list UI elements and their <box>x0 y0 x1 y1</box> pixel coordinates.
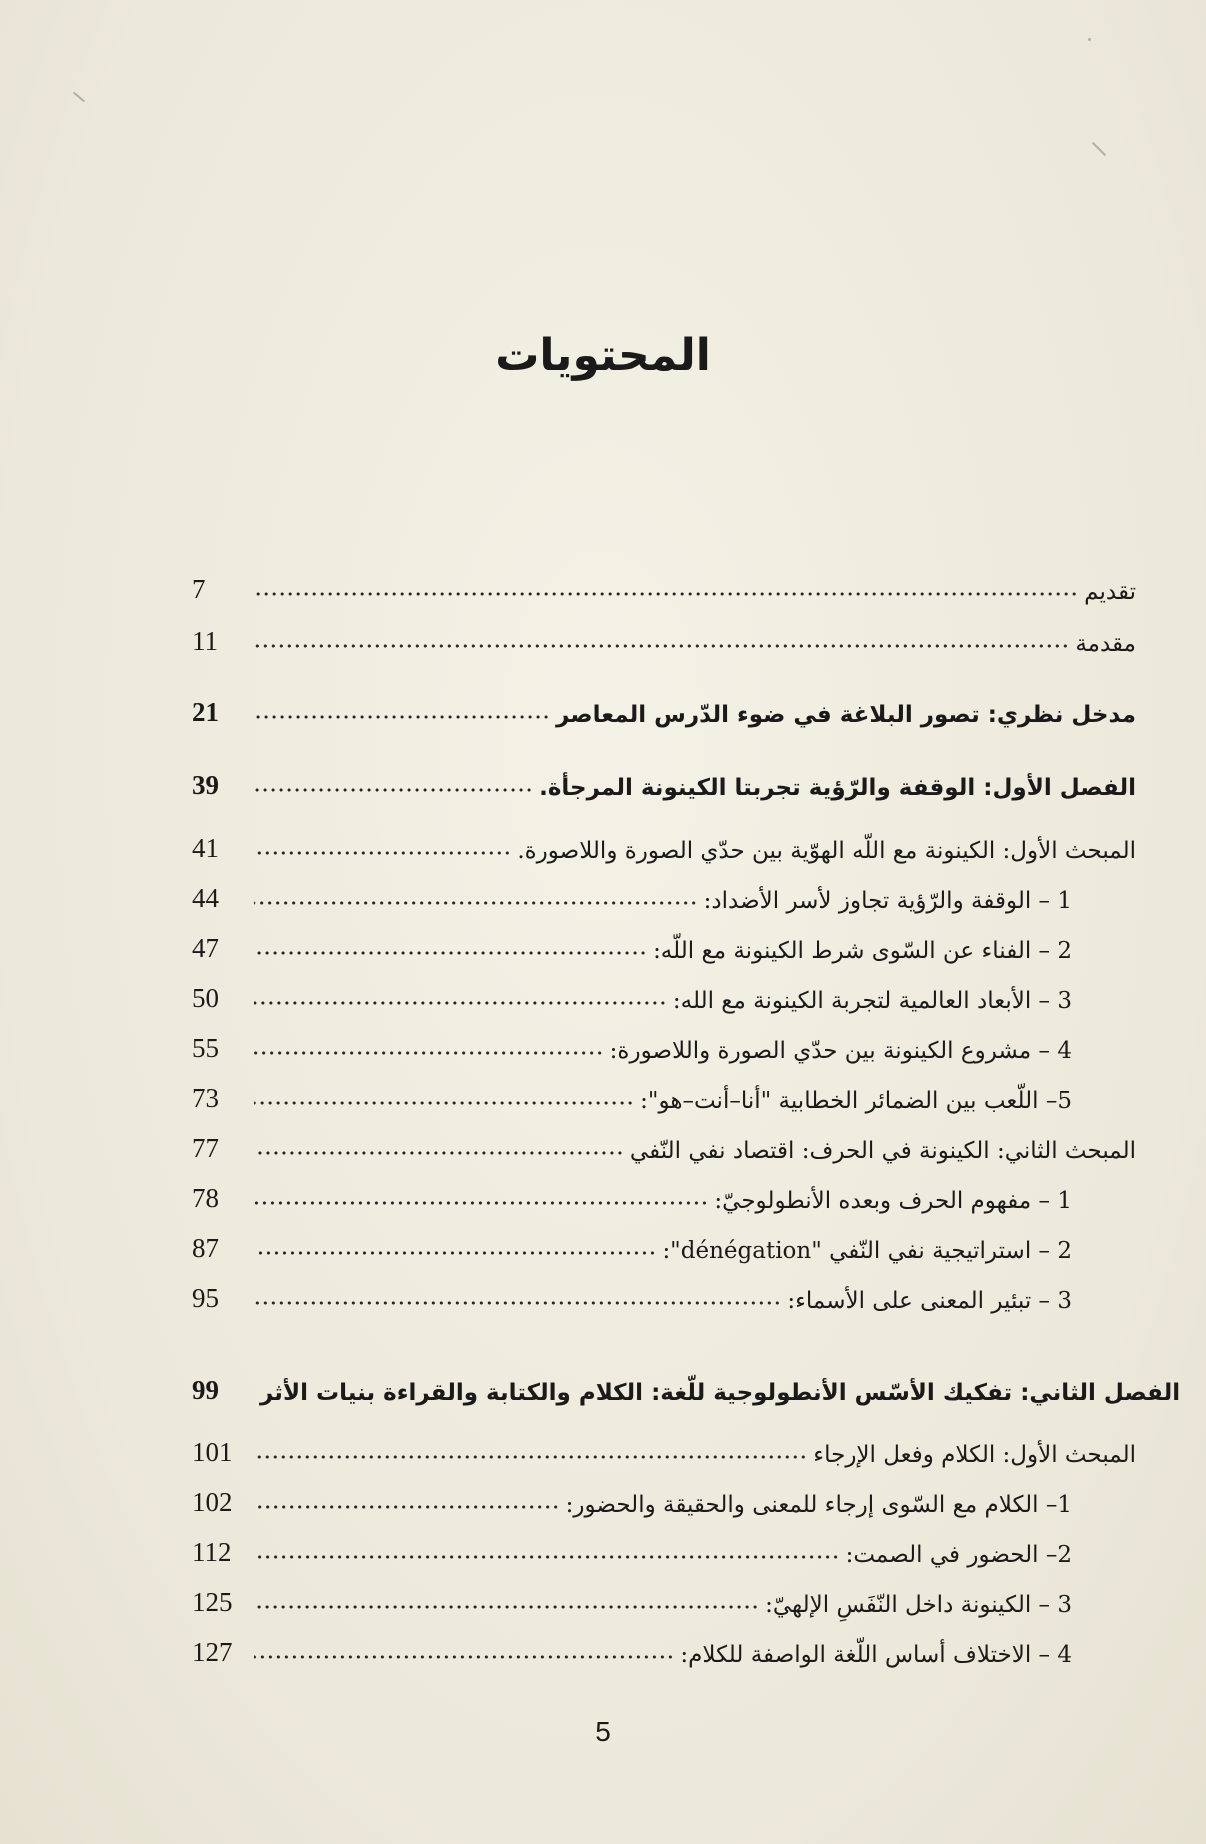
toc-page-number: 7 <box>192 574 206 604</box>
leader-dots <box>254 1151 624 1155</box>
toc-page-number: 102 <box>192 1487 233 1517</box>
leader-dots <box>254 1001 667 1005</box>
leader-dots <box>254 1505 560 1509</box>
toc-entry <box>192 1124 1136 1164</box>
toc-page-number: 50 <box>192 983 219 1013</box>
toc-entry-label: مقدمة <box>1075 631 1136 657</box>
leader-dots <box>254 1555 840 1559</box>
toc-entry-label: 3 – الكينونة داخل النّفَسِ الإلهيّ: <box>765 1592 1072 1618</box>
leader-dots <box>254 1201 708 1205</box>
toc-entry-label: 2 – الفناء عن السّوى شرط الكينونة مع اللّه: <box>653 938 1072 964</box>
toc-entry-label: 1 – مفهوم الحرف وبعده الأنطولوجيّ: <box>714 1188 1072 1214</box>
toc-entry-label: 4 – الاختلاف أساس اللّغة الواصفة للكلام: <box>680 1642 1072 1668</box>
toc-page-number: 73 <box>192 1083 219 1113</box>
toc-page-number: 127 <box>192 1637 233 1667</box>
toc-entry-label: تقديم <box>1084 579 1136 605</box>
toc-entry-label: المبحث الأول: الكلام وفعل الإرجاء <box>813 1442 1136 1468</box>
toc-page-number: 47 <box>192 933 219 963</box>
page-number: 5 <box>595 1716 611 1747</box>
toc-entry <box>192 1478 1136 1518</box>
toc-entry <box>192 1578 1136 1618</box>
leader-dots <box>254 788 533 792</box>
toc-page-number: 78 <box>192 1183 219 1213</box>
toc-entry-label: 4 – مشروع الكينونة بين حدّي الصورة واللاصورة: <box>609 1038 1072 1064</box>
toc-entry <box>192 565 1136 605</box>
toc-page-number: 41 <box>192 833 219 863</box>
leader-dots <box>254 851 511 855</box>
leader-dots <box>254 1605 759 1609</box>
leader-dots <box>254 1051 604 1055</box>
toc-entry-label: 2 – استراتيجية نفي النّفي "dénégation": <box>662 1238 1072 1264</box>
leader-dots <box>254 1301 781 1305</box>
toc-entry-label: الفصل الأول: الوقفة والرّؤية تجربتا الكينونة المرجأة. <box>539 775 1136 801</box>
toc-page-number: 21 <box>192 697 219 727</box>
toc-page-number: 95 <box>192 1283 219 1313</box>
leader-dots <box>254 644 1069 648</box>
toc-entry-label: 2– الحضور في الصمت: <box>845 1542 1072 1568</box>
toc-entry-label: المبحث الأول: الكينونة مع اللّه الهوّية بين حدّي الصورة واللاصورة. <box>517 838 1136 864</box>
toc-page-number: 11 <box>192 626 218 656</box>
toc-entry <box>192 924 1136 964</box>
leader-dots <box>254 715 550 719</box>
toc-entry <box>192 1174 1136 1214</box>
toc-entry <box>192 1428 1136 1468</box>
toc-entry <box>192 1024 1136 1064</box>
toc-entry-label: 1– الكلام مع السّوى إرجاء للمعنى والحقيقة والحضور: <box>565 1492 1072 1518</box>
leader-dots <box>254 901 698 905</box>
toc-entry <box>192 1074 1136 1114</box>
toc-page-number: 101 <box>192 1437 233 1467</box>
toc-entry-label: 5– اللّعب بين الضمائر الخطابية "أنا–أنت–هو": <box>640 1088 1072 1114</box>
toc-entry <box>192 617 1136 657</box>
toc-entry-label: الفصل الثاني: تفكيك الأسّس الأنطولوجية للّغة: الكلام والكتابة والقراءة بنيات الأثر <box>260 1380 1181 1406</box>
toc-entry <box>192 824 1136 864</box>
toc-entry-label: المبحث الثاني: الكينونة في الحرف: اقتصاد نفي النّفي <box>629 1138 1136 1164</box>
leader-dots <box>254 951 647 955</box>
toc-page-number: 55 <box>192 1033 219 1063</box>
toc-entry <box>192 1224 1136 1264</box>
leader-dots <box>254 1655 674 1659</box>
leader-dots <box>254 1101 634 1105</box>
toc-entry <box>192 974 1136 1014</box>
leader-dots <box>254 1455 807 1459</box>
toc-page-number: 87 <box>192 1233 219 1263</box>
toc-entry-label: 3 – تبئير المعنى على الأسماء: <box>787 1288 1072 1314</box>
toc-entry <box>192 1366 1181 1406</box>
toc-entry <box>192 761 1136 801</box>
toc-entry <box>192 1528 1136 1568</box>
toc-entry <box>192 1628 1136 1668</box>
page-title: المحتويات <box>495 330 711 381</box>
toc-entry-label: 1 – الوقفة والرّؤية تجاوز لأسر الأضداد: <box>703 888 1072 914</box>
toc-page-number: 112 <box>192 1537 232 1567</box>
toc-page-number: 39 <box>192 770 219 800</box>
toc-entry-label: مدخل نظري: تصور البلاغة في ضوء الدّرس المعاصر <box>556 702 1136 728</box>
toc-page-number: 99 <box>192 1375 219 1405</box>
leader-dots <box>254 592 1078 596</box>
toc-page-number: 77 <box>192 1133 219 1163</box>
toc-page-number: 44 <box>192 883 219 913</box>
leader-dots <box>254 1251 656 1255</box>
toc-page-number: 125 <box>192 1587 233 1617</box>
toc-entry <box>192 874 1136 914</box>
toc-entry <box>192 688 1136 728</box>
toc-entry-label: 3 – الأبعاد العالمية لتجربة الكينونة مع الله: <box>672 988 1072 1014</box>
toc-entry <box>192 1274 1136 1314</box>
